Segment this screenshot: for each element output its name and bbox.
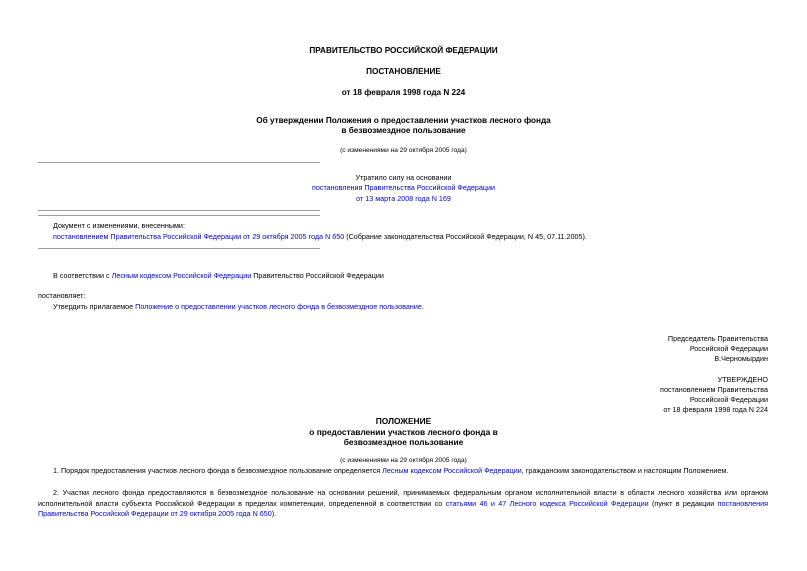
resolves-suffix: . <box>421 302 424 311</box>
p2-text: 2. Участки лесного фонда предоставляются в безвозмездное пользование на основании решений, принимаемых федеральным органом исполнительной власти в области лесного хозяйства или органом исполнительной власти субъекта Российской Федерации в пределах компетенции, определенной в соответствии со <box>38 488 768 508</box>
divider <box>38 215 320 216</box>
forest-code-link[interactable]: Лесным кодексом Российской Федерации <box>111 271 252 280</box>
signature-line2: Российской Федерации <box>689 344 768 353</box>
preamble-prefix: В соответствии с <box>53 271 112 280</box>
amendments-label: Документ с изменениями, внесенными: <box>53 221 185 230</box>
amendments-link[interactable]: постановлением Правительства Российской Федерации от 29 октября 2005 года N 650 <box>53 232 345 241</box>
government-name: ПРАВИТЕЛЬСТВО РОССИЙСКОЙ ФЕДЕРАЦИИ <box>309 46 498 55</box>
preamble-suffix: Правительство Российской Федерации <box>251 271 384 280</box>
amendments-suffix: (Собрание законодательства Российской Федерации, N 45, 07.11.2005). <box>344 232 587 241</box>
regulation-title2: о предоставлении участков лесного фонда в <box>309 427 498 437</box>
resolves-word: постановляет: <box>38 291 86 300</box>
p2-mid: (пункт в редакции <box>648 498 718 508</box>
regulation-title3: безвозмездное пользование <box>343 437 464 447</box>
resolves-line <box>53 303 424 312</box>
p1-forest-code-link[interactable]: Лесным кодексом Российской Федерации <box>382 466 522 475</box>
regulation-link[interactable]: Положение о предоставлении участков лесного фонда в безвозмездное пользование <box>135 302 422 311</box>
divider <box>38 162 320 163</box>
divider <box>38 210 320 211</box>
p2-amendment-link[interactable]: постановления Правительства Российской Федерации от 29 октября 2005 года N 650 <box>38 498 768 518</box>
approved-line3: Российской Федерации <box>689 395 768 404</box>
doc-title-line1: Об утверждении Положения о предоставлении участков лесного фонда <box>256 116 551 125</box>
regulation-changes-note: (с изменениями на 29 октября 2005 года) <box>340 457 467 464</box>
approved-line1: УТВЕРЖДЕНО <box>717 375 768 384</box>
p1-prefix: 1. Порядок предоставления участков лесного фонда в безвозмездное пользование определяется <box>53 466 383 475</box>
preamble <box>53 272 384 281</box>
signature-line1: Председатель Правительства <box>667 334 768 343</box>
signature-name: В.Черномырдин <box>714 354 768 363</box>
divider <box>38 248 320 249</box>
resolves-prefix: Утвердить прилагаемое <box>53 302 136 311</box>
repeal-text: Утратило силу на основании <box>355 173 452 182</box>
doc-title-line2: в безвозмездное пользование <box>341 126 466 135</box>
p1-suffix: , гражданским законодательством и настоящим Положением. <box>521 466 729 475</box>
p2-end: ). <box>271 509 277 518</box>
approved-line2: постановлением Правительства <box>660 385 768 394</box>
approved-line4: от 18 февраля 1998 года N 224 <box>663 405 768 414</box>
regulation-paragraph-1 <box>53 467 728 476</box>
regulation-title1: ПОЛОЖЕНИЕ <box>375 416 432 426</box>
doc-type: ПОСТАНОВЛЕНИЕ <box>366 67 441 76</box>
regulation-paragraph-2 <box>38 488 768 520</box>
changes-note: (с изменениями на 29 октября 2005 года) <box>340 147 467 154</box>
p2-articles-link[interactable]: статьями 46 и 47 Лесного кодекса Российской Федерации <box>445 498 649 508</box>
repeal-link-line1[interactable]: постановления Правительства Российской Федерации <box>311 183 496 192</box>
repeal-link-line2[interactable]: от 13 марта 2008 года N 169 <box>356 194 451 203</box>
amendments-line <box>53 233 587 242</box>
doc-date: от 18 февраля 1998 года N 224 <box>341 88 466 97</box>
